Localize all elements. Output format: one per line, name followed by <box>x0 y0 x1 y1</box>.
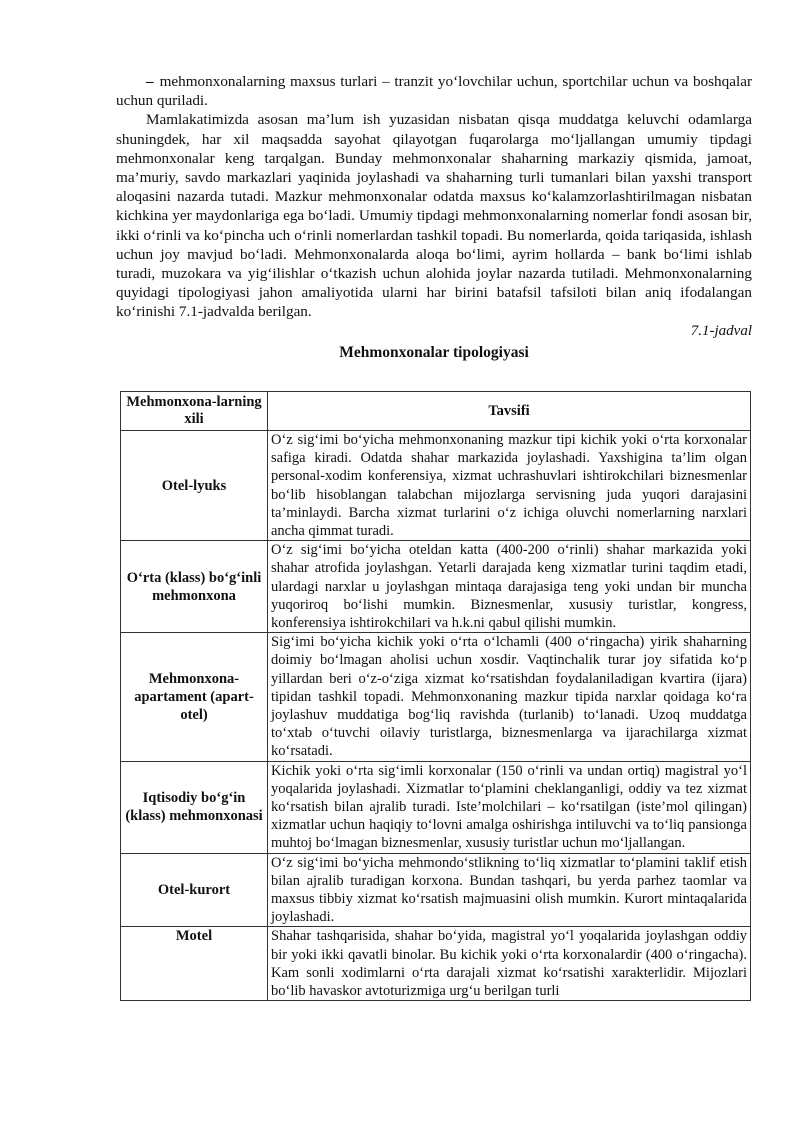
bullet-text: mehmonxonalarning maxsus turlari – tranzit yo‘lovchilar uchun, sportchilar uchun va boshqalar uchun quriladi. <box>116 73 752 110</box>
table-row <box>121 761 751 853</box>
row-description: O‘z sig‘imi bo‘yicha oteldan katta (400-200 o‘rinli) shahar markazida yoki shahar atrofida joylashgan. Yetarli darajada keng xizmatlar turini taqdim etadi, ulardagi narxlar u joylashgan mintaqa darajasiga teng yoki undan bir muncha yuqoriroq bo‘lishi mumkin. Biznesmenlar, xususiy turistlar, kongress, konferensiya ishtirokchilari va h.k.ni qabul qilishi mumkin. <box>268 541 751 633</box>
row-description: Kichik yoki o‘rta sig‘imli korxonalar (150 o‘rinli va undan ortiq) magistral yo‘l yoqalarida joylashadi. Xizmatlar to‘plamini cheklanganligi, oddiy va tez xizmat ko‘rsatish bilan ajralib turadi. Iste’molchilari – ko‘rsatilgan (iste’mol qilingan) xizmatlar uchun haqiqiy to‘lovni amalga oshirishga intiluvchi va to‘liq pansionga muhtoj bo‘lmagan biznesmenlar, xususiy turistlar uchun mo‘ljallangan. <box>268 761 751 853</box>
row-type: O‘rta (klass) bo‘g‘inli mehmonxona <box>121 541 268 633</box>
row-type: Otel-lyuks <box>121 431 268 541</box>
table-row <box>121 927 751 1001</box>
row-type: Motel <box>121 927 268 1001</box>
table-row <box>121 431 751 541</box>
table-row <box>121 853 751 927</box>
table-row <box>121 541 751 633</box>
row-description: O‘z sig‘imi bo‘yicha mehmonxonaning mazkur tipi kichik yoki o‘rta korxonalar safiga kiradi. Odatda shahar markazida joylashadi. Yaxshigina ta’lim olgan personal-xodim konferensiya, xizmat uchrashuvlari ishtirokchilari biznesmenlar bo‘lib hisoblangan talabchan mijozlarga servisning juda yuqori darajasini ta’minlaydi. Barcha xizmat turlarini o‘z ichiga oluvchi nomerlarning narxlari ancha qimmat turadi. <box>268 431 751 541</box>
row-type: Iqtisodiy bo‘g‘in (klass) mehmonxonasi <box>121 761 268 853</box>
table-row <box>121 633 751 761</box>
body-paragraph: Mamlakatimizda asosan ma’lum ish yuzasidan nisbatan qisqa muddatga keluvchi odamlarga shuningdek, har xil maqsadda sayohat qilayotgan fuqarolarga mo‘ljallangan umumiy tipdagi mehmonxonalar keng tarqalgan. Bunday mehmonxonalar shaharning markaziy qismida, jamoat, ma’muriy, savdo markazlari yaqinida joylashadi va shaharning turli tumanlari bilan yaxshi transport aloqasini nazarda tutadi. Mazkur mehmonxonalar odatda maxsus ko‘kalamzorlashtirilmagan nisbatan kichkina yer maydonlariga ega bo‘ladi. Umumiy tipdagi mehmonxonalarning nomerlar fondi asosan bir, ikki o‘rinli va ko‘pincha uch o‘rinli nomerlardan tashkil topadi. Bu nomerlarda, qoida tariqasida, ishlash uchun joy mavjud bo‘ladi. Mehmonxonalarda aloqa bo‘limi, ayrim hollarda – bank bo‘limi ishlab turadi, muzokara va yig‘ilishlar o‘tkazish uchun alohida joylar nazarda tutiladi. Mehmonxonalarning quyidagi tipologiyasi jahon amaliyotida ularni har birini batafsil tafsiloti bilan aniq ifodalangan ko‘rinishi 7.1-jadvalda berilgan. <box>116 111 752 321</box>
header-description: Tavsifi <box>268 392 751 431</box>
typology-table <box>120 391 751 1001</box>
row-type: Mehmonxona-apartament (apart-otel) <box>121 633 268 761</box>
row-description: Shahar tashqarisida, shahar bo‘yida, magistral yo‘l yoqalarida joylashgan oddiy bir yoki ikki qavatli binolar. Bu kichik yoki o‘rta korxonalardir (400 o‘ringacha). Kam sonli xodimlarni o‘rta darajali xizmat ko‘rsatishi xarakterlidir. Mijozlari bo‘lib havaskor avtoturizmiga urg‘u berilgan turli <box>268 927 751 1001</box>
table-number: 7.1-jadval <box>690 322 752 339</box>
table-header-row <box>121 392 751 431</box>
row-type: Otel-kurort <box>121 853 268 927</box>
document-page <box>116 72 752 362</box>
header-type: Mehmonxona-larning xili <box>121 392 268 431</box>
table-title: Mehmonxonalar tipologiyasi <box>339 343 529 361</box>
row-description: O‘z sig‘imi bo‘yicha mehmondo‘stlikning to‘liq xizmatlar to‘plamini taklif etish bilan ajralib turadigan korxona. Bundan tashqari, bu yerda parhez taomlar va maxsus tibbiy xizmat ko‘rsatish majmuasini olish mumkin. Kurort mintaqalarida joylashadi. <box>268 853 751 927</box>
bullet-dash: – <box>146 73 154 90</box>
row-description: Sig‘imi bo‘yicha kichik yoki o‘rta o‘lchamli (400 o‘ringacha) yirik shaharning doimiy bo‘lmagan aholisi uchun xosdir. Vaqtinchalik turar joy sifatida ko‘p yillardan beri o‘z-o‘ziga xizmat ko‘rsatishdan foydalaniladigan kvartira (ijara) tipidan tashkil topadi. Mehmonxonaning mazkur tipida narxlar qoidaga ko‘ra joylashuv muddatiga bog‘liq ravishda (turlanib) to‘lanadi. Uzoq muddatga to‘xtab o‘tuvchi oilaviy turistlarga, biznesmenlarga va ijarachilarga xizmat ko‘rsatadi. <box>268 633 751 761</box>
bullet-paragraph <box>116 72 752 110</box>
